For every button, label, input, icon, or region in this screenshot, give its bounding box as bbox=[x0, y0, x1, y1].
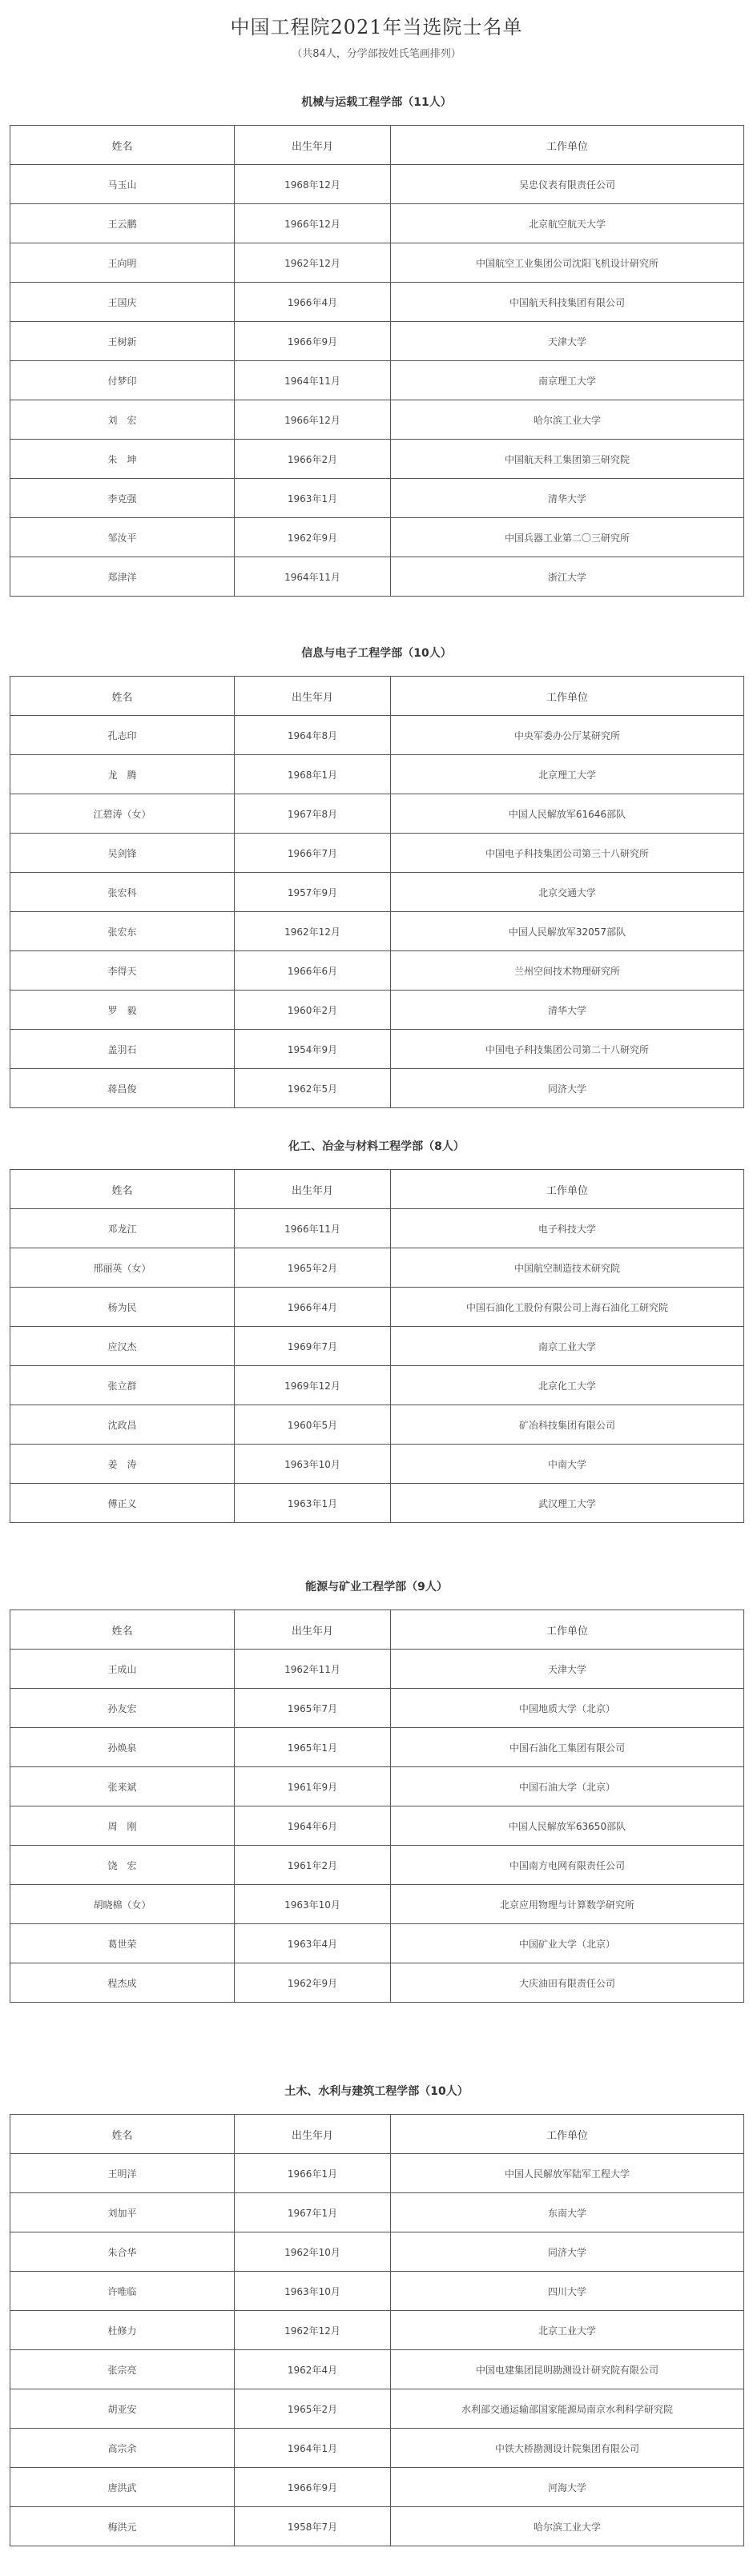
table-row bbox=[10, 1650, 744, 1689]
table-header-row bbox=[10, 1170, 744, 1209]
table-row bbox=[10, 1327, 744, 1366]
member-name: 王云鹏 bbox=[10, 204, 235, 243]
member-birth: 1966年11月 bbox=[235, 1209, 391, 1248]
header-name: 姓名 bbox=[10, 2115, 235, 2154]
table-row bbox=[10, 1689, 744, 1728]
table-row bbox=[10, 1885, 744, 1924]
member-name: 沈政昌 bbox=[10, 1405, 235, 1445]
member-name: 江碧涛（女） bbox=[10, 794, 235, 834]
table-row bbox=[10, 1069, 744, 1108]
section-title: 化工、冶金与材料工程学部（8人） bbox=[288, 1140, 465, 1153]
member-birth: 1964年11月 bbox=[235, 557, 391, 597]
member-birth: 1961年9月 bbox=[235, 1767, 391, 1806]
member-employer: 中国人民解放军63650部队 bbox=[391, 1806, 744, 1846]
table-row bbox=[10, 1366, 744, 1405]
member-birth: 1969年12月 bbox=[235, 1366, 391, 1405]
member-name: 朱 坤 bbox=[10, 440, 235, 479]
header-birth: 出生年月 bbox=[235, 2115, 391, 2154]
member-name: 唐洪武 bbox=[10, 2468, 235, 2507]
member-employer: 中国航天科技集团有限公司 bbox=[391, 283, 744, 322]
table-row bbox=[10, 1445, 744, 1484]
member-name: 马玉山 bbox=[10, 165, 235, 204]
member-birth: 1965年2月 bbox=[235, 1248, 391, 1288]
table-row bbox=[10, 755, 744, 794]
table-row bbox=[10, 1767, 744, 1806]
member-table bbox=[10, 125, 744, 597]
table-row bbox=[10, 440, 744, 479]
member-employer: 中国电子科技集团公司第二十八研究所 bbox=[391, 1030, 744, 1069]
member-name: 郑津洋 bbox=[10, 557, 235, 597]
member-employer: 电子科技大学 bbox=[391, 1209, 744, 1248]
member-birth: 1966年9月 bbox=[235, 2468, 391, 2507]
header-birth: 出生年月 bbox=[235, 1610, 391, 1650]
member-birth: 1958年7月 bbox=[235, 2507, 391, 2546]
table-row bbox=[10, 2154, 744, 2193]
member-name: 李得天 bbox=[10, 951, 235, 991]
header-name: 姓名 bbox=[10, 1610, 235, 1650]
member-employer: 哈尔滨工业大学 bbox=[391, 2507, 744, 2546]
member-birth: 1962年4月 bbox=[235, 2350, 391, 2389]
member-name: 饶 宏 bbox=[10, 1846, 235, 1885]
member-employer: 中国人民解放军陆军工程大学 bbox=[391, 2154, 744, 2193]
member-employer: 清华大学 bbox=[391, 991, 744, 1030]
member-employer: 北京应用物理与计算数学研究所 bbox=[391, 1885, 744, 1924]
table-row bbox=[10, 2311, 744, 2350]
member-name: 付梦印 bbox=[10, 361, 235, 400]
page-subtitle: （共84人，分学部按姓氏笔画排列） bbox=[292, 48, 461, 60]
member-birth: 1966年12月 bbox=[235, 204, 391, 243]
member-birth: 1964年1月 bbox=[235, 2429, 391, 2468]
member-employer: 矿冶科技集团有限公司 bbox=[391, 1405, 744, 1445]
member-employer: 武汉理工大学 bbox=[391, 1484, 744, 1523]
table-row bbox=[10, 557, 744, 597]
member-birth: 1965年2月 bbox=[235, 2389, 391, 2429]
member-table bbox=[10, 2114, 744, 2546]
member-name: 刘 宏 bbox=[10, 400, 235, 440]
member-employer: 北京交通大学 bbox=[391, 873, 744, 912]
member-birth: 1963年10月 bbox=[235, 2272, 391, 2311]
member-section bbox=[10, 1137, 743, 1523]
table-row bbox=[10, 834, 744, 873]
member-employer: 北京航空航天大学 bbox=[391, 204, 744, 243]
header-employer: 工作单位 bbox=[391, 1610, 744, 1650]
table-header-row bbox=[10, 2115, 744, 2154]
table-row bbox=[10, 2350, 744, 2389]
member-table bbox=[10, 1169, 744, 1523]
member-birth: 1963年1月 bbox=[235, 479, 391, 518]
member-birth: 1966年4月 bbox=[235, 1288, 391, 1327]
member-name: 罗 毅 bbox=[10, 991, 235, 1030]
member-birth: 1964年8月 bbox=[235, 716, 391, 755]
member-name: 孙焕泉 bbox=[10, 1728, 235, 1767]
member-table bbox=[10, 676, 744, 1108]
member-birth: 1963年1月 bbox=[235, 1484, 391, 1523]
member-birth: 1966年9月 bbox=[235, 322, 391, 361]
member-birth: 1962年11月 bbox=[235, 1650, 391, 1689]
member-birth: 1966年12月 bbox=[235, 400, 391, 440]
member-name: 梅洪元 bbox=[10, 2507, 235, 2546]
member-name: 盖羽石 bbox=[10, 1030, 235, 1069]
table-row bbox=[10, 1963, 744, 2003]
member-name: 张来斌 bbox=[10, 1767, 235, 1806]
member-birth: 1965年7月 bbox=[235, 1689, 391, 1728]
table-row bbox=[10, 518, 744, 557]
member-employer: 哈尔滨工业大学 bbox=[391, 400, 744, 440]
member-birth: 1967年8月 bbox=[235, 794, 391, 834]
member-birth: 1966年4月 bbox=[235, 283, 391, 322]
member-name: 杜修力 bbox=[10, 2311, 235, 2350]
member-employer: 中国石油化工股份有限公司上海石油化工研究院 bbox=[391, 1288, 744, 1327]
member-birth: 1965年1月 bbox=[235, 1728, 391, 1767]
header-name: 姓名 bbox=[10, 677, 235, 716]
member-section bbox=[10, 93, 743, 597]
member-employer: 河海大学 bbox=[391, 2468, 744, 2507]
member-name: 胡晓棉（女） bbox=[10, 1885, 235, 1924]
member-employer: 中国航天科工集团第三研究院 bbox=[391, 440, 744, 479]
member-birth: 1957年9月 bbox=[235, 873, 391, 912]
member-name: 周 刚 bbox=[10, 1806, 235, 1846]
member-name: 姜 涛 bbox=[10, 1445, 235, 1484]
member-name: 傅正义 bbox=[10, 1484, 235, 1523]
member-employer: 中国矿业大学（北京） bbox=[391, 1924, 744, 1963]
member-name: 孙友宏 bbox=[10, 1689, 235, 1728]
member-employer: 清华大学 bbox=[391, 479, 744, 518]
member-name: 王向明 bbox=[10, 243, 235, 283]
member-name: 胡亚安 bbox=[10, 2389, 235, 2429]
table-row bbox=[10, 1030, 744, 1069]
table-row bbox=[10, 1846, 744, 1885]
header-employer: 工作单位 bbox=[391, 2115, 744, 2154]
member-name: 朱合华 bbox=[10, 2232, 235, 2272]
member-employer: 中国航空制造技术研究院 bbox=[391, 1248, 744, 1288]
member-employer: 大庆油田有限责任公司 bbox=[391, 1963, 744, 2003]
member-birth: 1962年10月 bbox=[235, 2232, 391, 2272]
member-employer: 兰州空间技术物理研究所 bbox=[391, 951, 744, 991]
member-employer: 中国石油化工集团有限公司 bbox=[391, 1728, 744, 1767]
member-birth: 1962年5月 bbox=[235, 1069, 391, 1108]
page-title: 中国工程院2021年当选院士名单 bbox=[230, 16, 523, 38]
section-title: 土木、水利与建筑工程学部（10人） bbox=[284, 2085, 469, 2098]
member-name: 葛世荣 bbox=[10, 1924, 235, 1963]
table-row bbox=[10, 794, 744, 834]
member-name: 王国庆 bbox=[10, 283, 235, 322]
member-name: 王明洋 bbox=[10, 2154, 235, 2193]
table-row bbox=[10, 400, 744, 440]
table-row bbox=[10, 322, 744, 361]
member-name: 张宏东 bbox=[10, 912, 235, 951]
member-employer: 中国兵器工业第二〇三研究所 bbox=[391, 518, 744, 557]
table-row bbox=[10, 2193, 744, 2232]
header-employer: 工作单位 bbox=[391, 1170, 744, 1209]
member-name: 吴剑锋 bbox=[10, 834, 235, 873]
member-birth: 1963年10月 bbox=[235, 1445, 391, 1484]
header-employer: 工作单位 bbox=[391, 677, 744, 716]
header-birth: 出生年月 bbox=[235, 126, 391, 165]
member-birth: 1962年9月 bbox=[235, 1963, 391, 2003]
member-employer: 东南大学 bbox=[391, 2193, 744, 2232]
member-birth: 1962年9月 bbox=[235, 518, 391, 557]
table-header-row bbox=[10, 677, 744, 716]
table-row bbox=[10, 1405, 744, 1445]
table-row bbox=[10, 2468, 744, 2507]
member-employer: 浙江大学 bbox=[391, 557, 744, 597]
table-row bbox=[10, 1209, 744, 1248]
member-birth: 1966年7月 bbox=[235, 834, 391, 873]
member-employer: 南京工业大学 bbox=[391, 1327, 744, 1366]
member-name: 应汉杰 bbox=[10, 1327, 235, 1366]
table-row bbox=[10, 2389, 744, 2429]
member-name: 李克强 bbox=[10, 479, 235, 518]
member-birth: 1966年2月 bbox=[235, 440, 391, 479]
member-employer: 中铁大桥勘测设计院集团有限公司 bbox=[391, 2429, 744, 2468]
member-birth: 1962年12月 bbox=[235, 243, 391, 283]
header-employer: 工作单位 bbox=[391, 126, 744, 165]
member-employer: 中国石油大学（北京） bbox=[391, 1767, 744, 1806]
member-employer: 天津大学 bbox=[391, 322, 744, 361]
member-employer: 同济大学 bbox=[391, 1069, 744, 1108]
table-row bbox=[10, 873, 744, 912]
member-birth: 1966年1月 bbox=[235, 2154, 391, 2193]
member-birth: 1960年5月 bbox=[235, 1405, 391, 1445]
member-employer: 中央军委办公厅某研究所 bbox=[391, 716, 744, 755]
table-row bbox=[10, 1484, 744, 1523]
member-birth: 1962年12月 bbox=[235, 2311, 391, 2350]
table-row bbox=[10, 716, 744, 755]
member-employer: 南京理工大学 bbox=[391, 361, 744, 400]
member-birth: 1967年1月 bbox=[235, 2193, 391, 2232]
header-birth: 出生年月 bbox=[235, 1170, 391, 1209]
member-section bbox=[10, 644, 743, 1108]
member-name: 程杰成 bbox=[10, 1963, 235, 2003]
table-row bbox=[10, 2272, 744, 2311]
member-name: 龙 腾 bbox=[10, 755, 235, 794]
member-name: 蒋昌俊 bbox=[10, 1069, 235, 1108]
member-employer: 中国人民解放军32057部队 bbox=[391, 912, 744, 951]
member-name: 王树新 bbox=[10, 322, 235, 361]
section-title: 机械与运载工程学部（11人） bbox=[301, 96, 452, 109]
header-name: 姓名 bbox=[10, 126, 235, 165]
member-employer: 中国电建集团昆明勘测设计研究院有限公司 bbox=[391, 2350, 744, 2389]
member-name: 张立群 bbox=[10, 1366, 235, 1405]
member-birth: 1954年9月 bbox=[235, 1030, 391, 1069]
member-employer: 四川大学 bbox=[391, 2272, 744, 2311]
table-row bbox=[10, 1248, 744, 1288]
member-birth: 1961年2月 bbox=[235, 1846, 391, 1885]
member-employer: 天津大学 bbox=[391, 1650, 744, 1689]
table-row bbox=[10, 1728, 744, 1767]
member-employer: 北京化工大学 bbox=[391, 1366, 744, 1405]
member-name: 张宗亮 bbox=[10, 2350, 235, 2389]
member-name: 高宗余 bbox=[10, 2429, 235, 2468]
table-row bbox=[10, 243, 744, 283]
table-header-row bbox=[10, 126, 744, 165]
table-row bbox=[10, 951, 744, 991]
member-employer: 吴忠仪表有限责任公司 bbox=[391, 165, 744, 204]
member-name: 刘加平 bbox=[10, 2193, 235, 2232]
member-name: 邹汝平 bbox=[10, 518, 235, 557]
member-employer: 中国航空工业集团公司沈阳飞机设计研究所 bbox=[391, 243, 744, 283]
member-name: 张宏科 bbox=[10, 873, 235, 912]
member-name: 许唯临 bbox=[10, 2272, 235, 2311]
table-row bbox=[10, 479, 744, 518]
member-employer: 北京理工大学 bbox=[391, 755, 744, 794]
member-birth: 1968年1月 bbox=[235, 755, 391, 794]
member-employer: 中国电子科技集团公司第三十八研究所 bbox=[391, 834, 744, 873]
table-row bbox=[10, 1924, 744, 1963]
table-row bbox=[10, 165, 744, 204]
member-employer: 中国南方电网有限责任公司 bbox=[391, 1846, 744, 1885]
table-row bbox=[10, 2429, 744, 2468]
member-employer: 中国地质大学（北京） bbox=[391, 1689, 744, 1728]
member-section bbox=[10, 1577, 743, 2003]
member-employer: 同济大学 bbox=[391, 2232, 744, 2272]
table-row bbox=[10, 991, 744, 1030]
member-name: 杨为民 bbox=[10, 1288, 235, 1327]
section-title: 信息与电子工程学部（10人） bbox=[301, 647, 452, 660]
member-employer: 中国人民解放军61646部队 bbox=[391, 794, 744, 834]
member-birth: 1963年10月 bbox=[235, 1885, 391, 1924]
member-table bbox=[10, 1609, 744, 2003]
table-row bbox=[10, 204, 744, 243]
section-title: 能源与矿业工程学部（9人） bbox=[305, 1581, 448, 1593]
member-employer: 中南大学 bbox=[391, 1445, 744, 1484]
table-row bbox=[10, 1288, 744, 1327]
table-row bbox=[10, 283, 744, 322]
member-birth: 1962年12月 bbox=[235, 912, 391, 951]
member-birth: 1960年2月 bbox=[235, 991, 391, 1030]
member-birth: 1964年6月 bbox=[235, 1806, 391, 1846]
member-section bbox=[10, 2082, 743, 2546]
table-row bbox=[10, 361, 744, 400]
member-birth: 1968年12月 bbox=[235, 165, 391, 204]
member-employer: 北京工业大学 bbox=[391, 2311, 744, 2350]
header-name: 姓名 bbox=[10, 1170, 235, 1209]
member-name: 王成山 bbox=[10, 1650, 235, 1689]
header-birth: 出生年月 bbox=[235, 677, 391, 716]
table-row bbox=[10, 1806, 744, 1846]
table-row bbox=[10, 2232, 744, 2272]
table-header-row bbox=[10, 1610, 744, 1650]
member-birth: 1966年6月 bbox=[235, 951, 391, 991]
member-name: 邢丽英（女） bbox=[10, 1248, 235, 1288]
table-row bbox=[10, 2507, 744, 2546]
member-name: 孔志印 bbox=[10, 716, 235, 755]
member-birth: 1964年11月 bbox=[235, 361, 391, 400]
member-employer: 水利部交通运输部国家能源局南京水利科学研究院 bbox=[391, 2389, 744, 2429]
member-birth: 1963年4月 bbox=[235, 1924, 391, 1963]
member-name: 邓龙江 bbox=[10, 1209, 235, 1248]
member-birth: 1969年7月 bbox=[235, 1327, 391, 1366]
table-row bbox=[10, 912, 744, 951]
